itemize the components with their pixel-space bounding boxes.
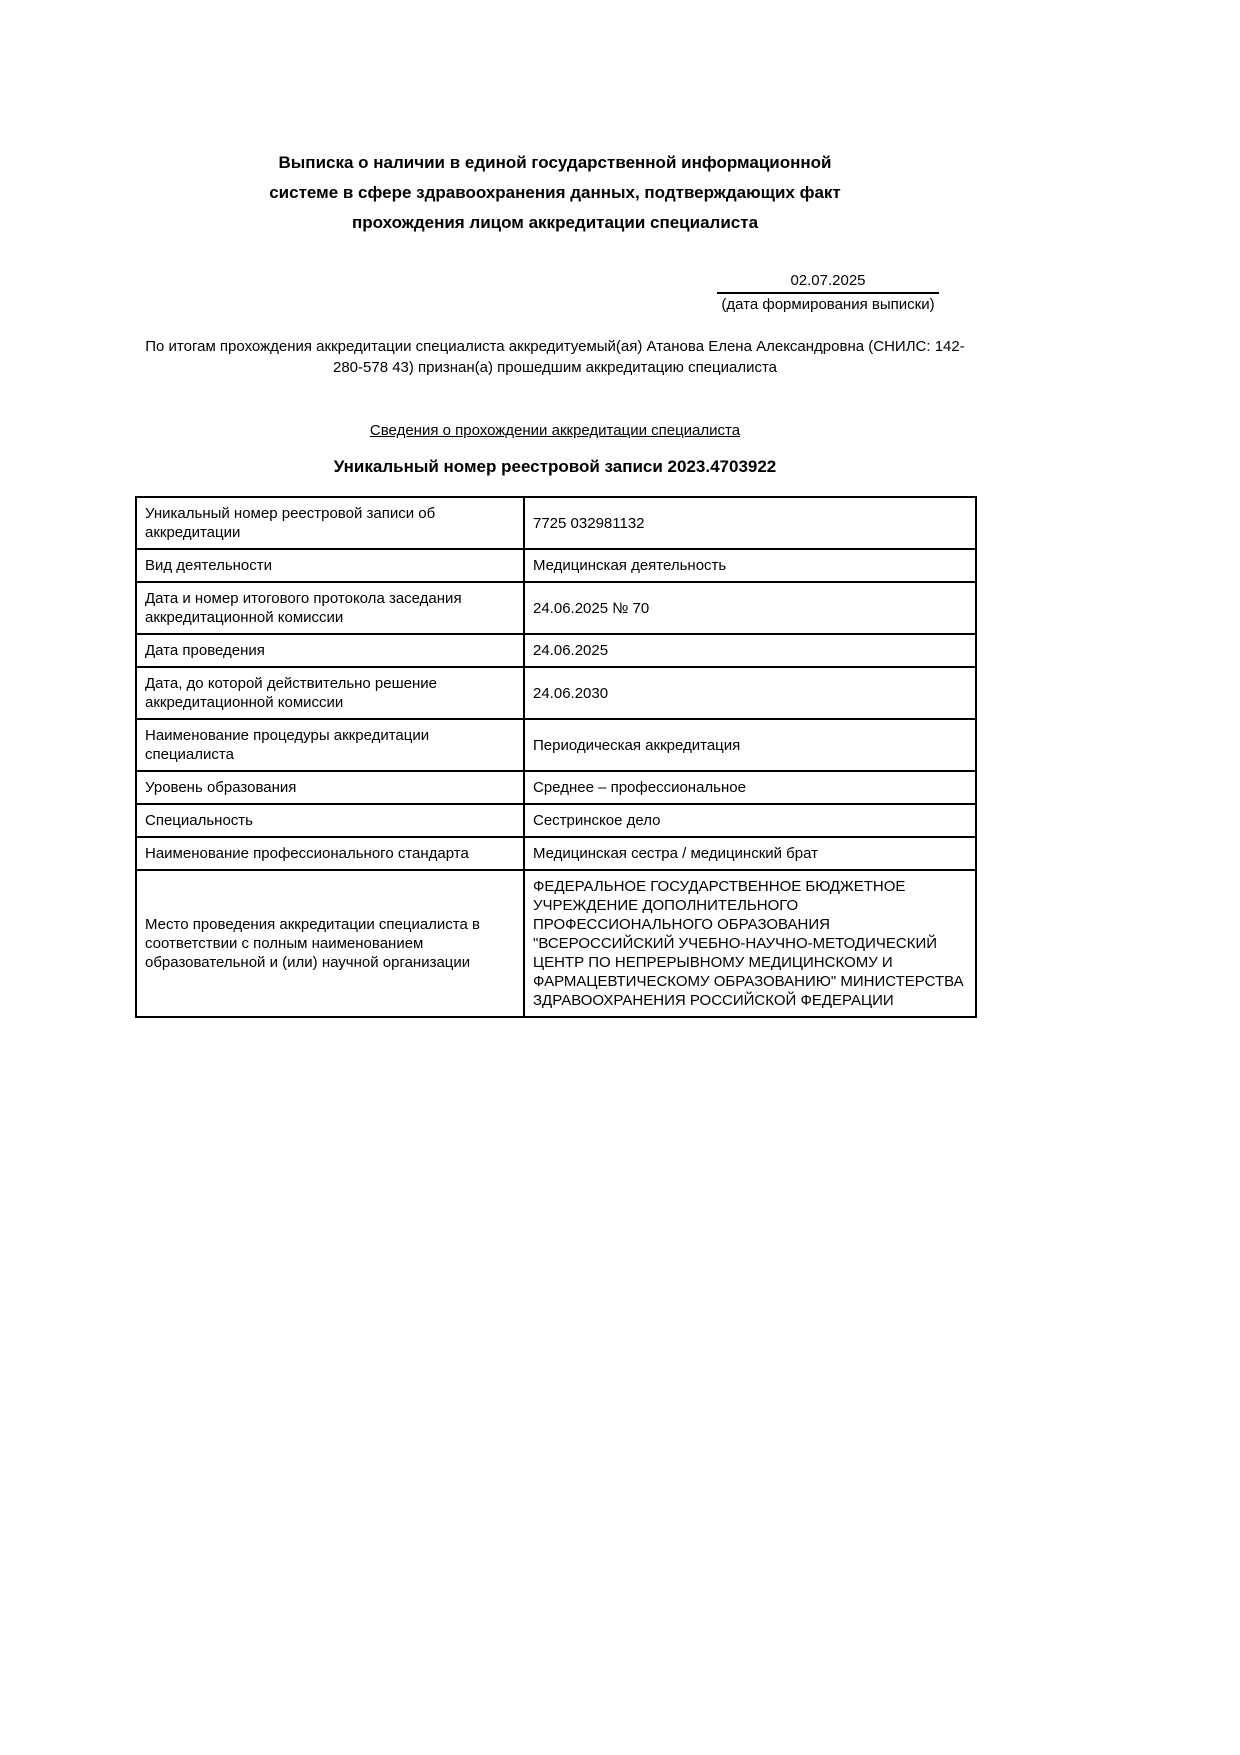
table-row	[136, 837, 976, 870]
row-label-procedure-name: Наименование процедуры аккредитации специалиста	[136, 719, 524, 771]
table-row	[136, 719, 976, 771]
row-label-education-level: Уровень образования	[136, 771, 524, 804]
document-title	[135, 148, 975, 238]
row-value-activity-type: Медицинская деятельность	[524, 549, 976, 582]
row-value-specialty: Сестринское дело	[524, 804, 976, 837]
row-value-procedure-name: Периодическая аккредитация	[524, 719, 976, 771]
table-row	[136, 582, 976, 634]
row-label-event-date: Дата проведения	[136, 634, 524, 667]
row-value-event-date: 24.06.2025	[524, 634, 976, 667]
row-value-professional-standard: Медицинская сестра / медицинский брат	[524, 837, 976, 870]
formation-date-block	[717, 271, 939, 315]
row-value-venue-organization: ФЕДЕРАЛЬНОЕ ГОСУДАРСТВЕННОЕ БЮДЖЕТНОЕ УЧРЕЖДЕНИЕ ДОПОЛНИТЕЛЬНОГО ПРОФЕССИОНАЛЬНОГО ОБРАЗОВАНИЯ "ВСЕРОССИЙСКИЙ УЧЕБНО-НАУЧНО-МЕТОДИЧЕСКИЙ ЦЕНТР ПО НЕПРЕРЫВНОМУ МЕДИЦИНСКОМУ И ФАРМАЦЕВТИЧЕСКОМУ ОБРАЗОВАНИЮ" МИНИСТЕРСТВА ЗДРАВООХРАНЕНИЯ РОССИЙСКОЙ ФЕДЕРАЦИИ	[524, 870, 976, 1017]
accreditation-table	[135, 496, 977, 1018]
formation-date-value: 02.07.2025	[717, 271, 939, 294]
row-label-professional-standard: Наименование профессионального стандарта	[136, 837, 524, 870]
document-title-text: Выписка о наличии в единой государственной информационной системе в сфере здравоохранения данных, подтверждающих факт прохождения лицом аккредитации специалиста	[269, 153, 841, 232]
table-row	[136, 634, 976, 667]
table-row	[136, 804, 976, 837]
row-label-activity-type: Вид деятельности	[136, 549, 524, 582]
table-row	[136, 549, 976, 582]
row-label-specialty: Специальность	[136, 804, 524, 837]
table-row	[136, 497, 976, 549]
table-row	[136, 771, 976, 804]
registry-number-heading: Уникальный номер реестровой записи 2023.4703922	[333, 457, 777, 476]
row-value-protocol: 24.06.2025 № 70	[524, 582, 976, 634]
table-row	[136, 667, 976, 719]
table-row	[136, 870, 976, 1017]
formation-date-caption: (дата формирования выписки)	[721, 296, 935, 313]
row-value-education-level: Среднее – профессиональное	[524, 771, 976, 804]
row-label-registry-number: Уникальный номер реестровой записи об аккредитации	[136, 497, 524, 549]
row-value-valid-until: 24.06.2030	[524, 667, 976, 719]
row-label-protocol: Дата и номер итогового протокола заседания аккредитационной комиссии	[136, 582, 524, 634]
row-value-registry-number: 7725 032981132	[524, 497, 976, 549]
row-label-valid-until: Дата, до которой действительно решение аккредитационной комиссии	[136, 667, 524, 719]
row-label-venue-organization: Место проведения аккредитации специалиста в соответствии с полным наименованием образовательной и (или) научной организации	[136, 870, 524, 1017]
section-heading: Сведения о прохождении аккредитации специалиста	[369, 422, 741, 439]
accreditation-summary-paragraph: По итогам прохождения аккредитации специалиста аккредитуемый(ая) Атанова Елена Александровна (СНИЛС: 142-280-578 43) признан(а) прошедшим аккредитацию специалиста	[145, 338, 965, 376]
